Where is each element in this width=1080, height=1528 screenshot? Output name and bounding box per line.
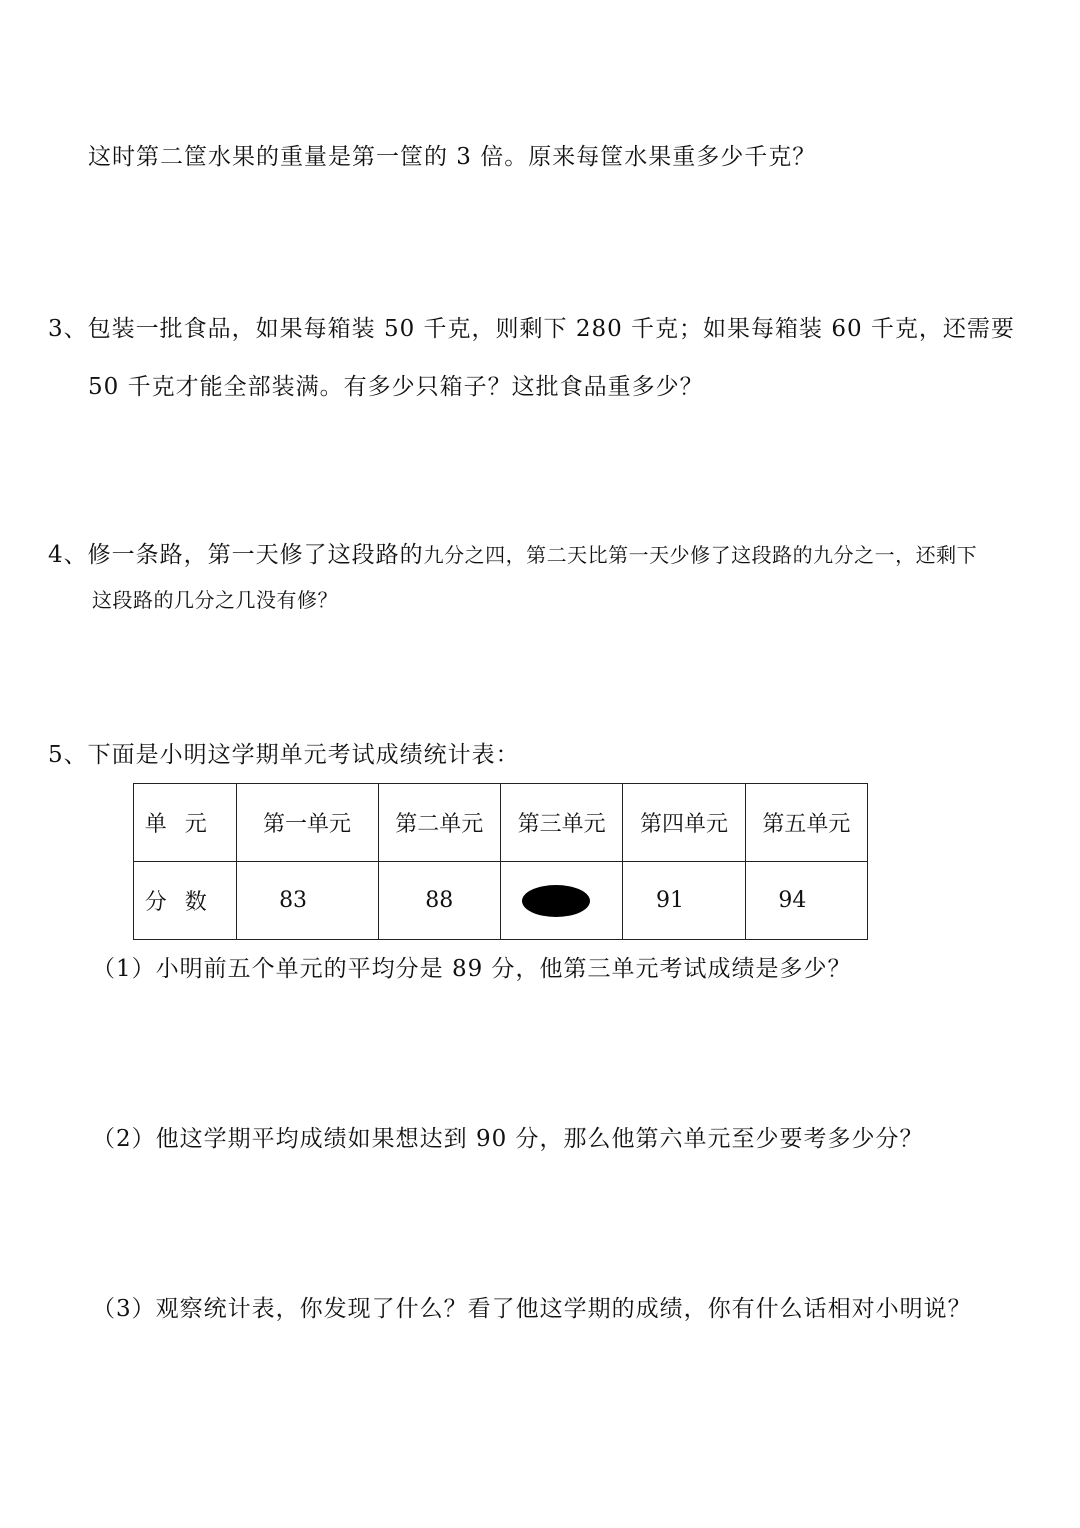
q5-intro: 5、下面是小明这学期单元考试成绩统计表： — [48, 742, 520, 768]
header-cell-unit-2: 第二单元 — [378, 784, 500, 862]
q4-line-2: 这段路的几分之几没有修？ — [92, 588, 338, 612]
row-label-score: 分数 — [134, 862, 237, 940]
header-cell-unit-1: 第一单元 — [236, 784, 378, 862]
score-unit-3 — [500, 862, 623, 940]
header-cell-unit-3: 第三单元 — [500, 784, 623, 862]
table-header-row — [134, 784, 868, 862]
header-cell-unit-5: 第五单元 — [745, 784, 867, 862]
score-unit-1-value: 83 — [279, 888, 308, 913]
score-unit-2-value: 88 — [425, 888, 454, 913]
score-unit-1 — [236, 862, 378, 940]
q3-line-1: 3、包装一批食品，如果每箱装 50 千克，则剩下 280 千克；如果每箱装 60 千克，还需要 — [48, 316, 1015, 342]
score-unit-4-value: 91 — [656, 888, 685, 913]
q3-line-2: 50 千克才能全部装满。有多少只箱子？这批食品重多少？ — [88, 374, 704, 400]
header-cell-unit: 单元 — [134, 784, 237, 862]
score-unit-4 — [623, 862, 745, 940]
q4-line-1 — [48, 544, 977, 567]
q4-line-1-part-a: 4、修一条路，第一天修了这段路的 — [48, 542, 424, 568]
q2-continuation: 这时第二筐水果的重量是第一筐的 3 倍。原来每筐水果重多少千克？ — [88, 144, 817, 170]
score-unit-2 — [378, 862, 500, 940]
q4-line-1-part-b: 九分之四，第二天比第一天少修了这段路的九分之一，还剩下 — [423, 543, 978, 567]
score-table — [133, 783, 868, 940]
score-unit-5 — [745, 862, 867, 940]
sub-question-1: （1）小明前五个单元的平均分是 89 分，他第三单元考试成绩是多少？ — [92, 956, 852, 982]
sub-question-2: （2）他这学期平均成绩如果想达到 90 分，那么他第六单元至少要考多少分？ — [92, 1126, 924, 1152]
header-cell-unit-4: 第四单元 — [623, 784, 745, 862]
score-unit-5-value: 94 — [778, 888, 807, 913]
table-score-row — [134, 862, 868, 940]
sub-question-3: （3）观察统计表，你发现了什么？看了他这学期的成绩，你有什么话相对小明说？ — [92, 1296, 972, 1322]
ink-blot-hidden-score — [522, 885, 590, 917]
